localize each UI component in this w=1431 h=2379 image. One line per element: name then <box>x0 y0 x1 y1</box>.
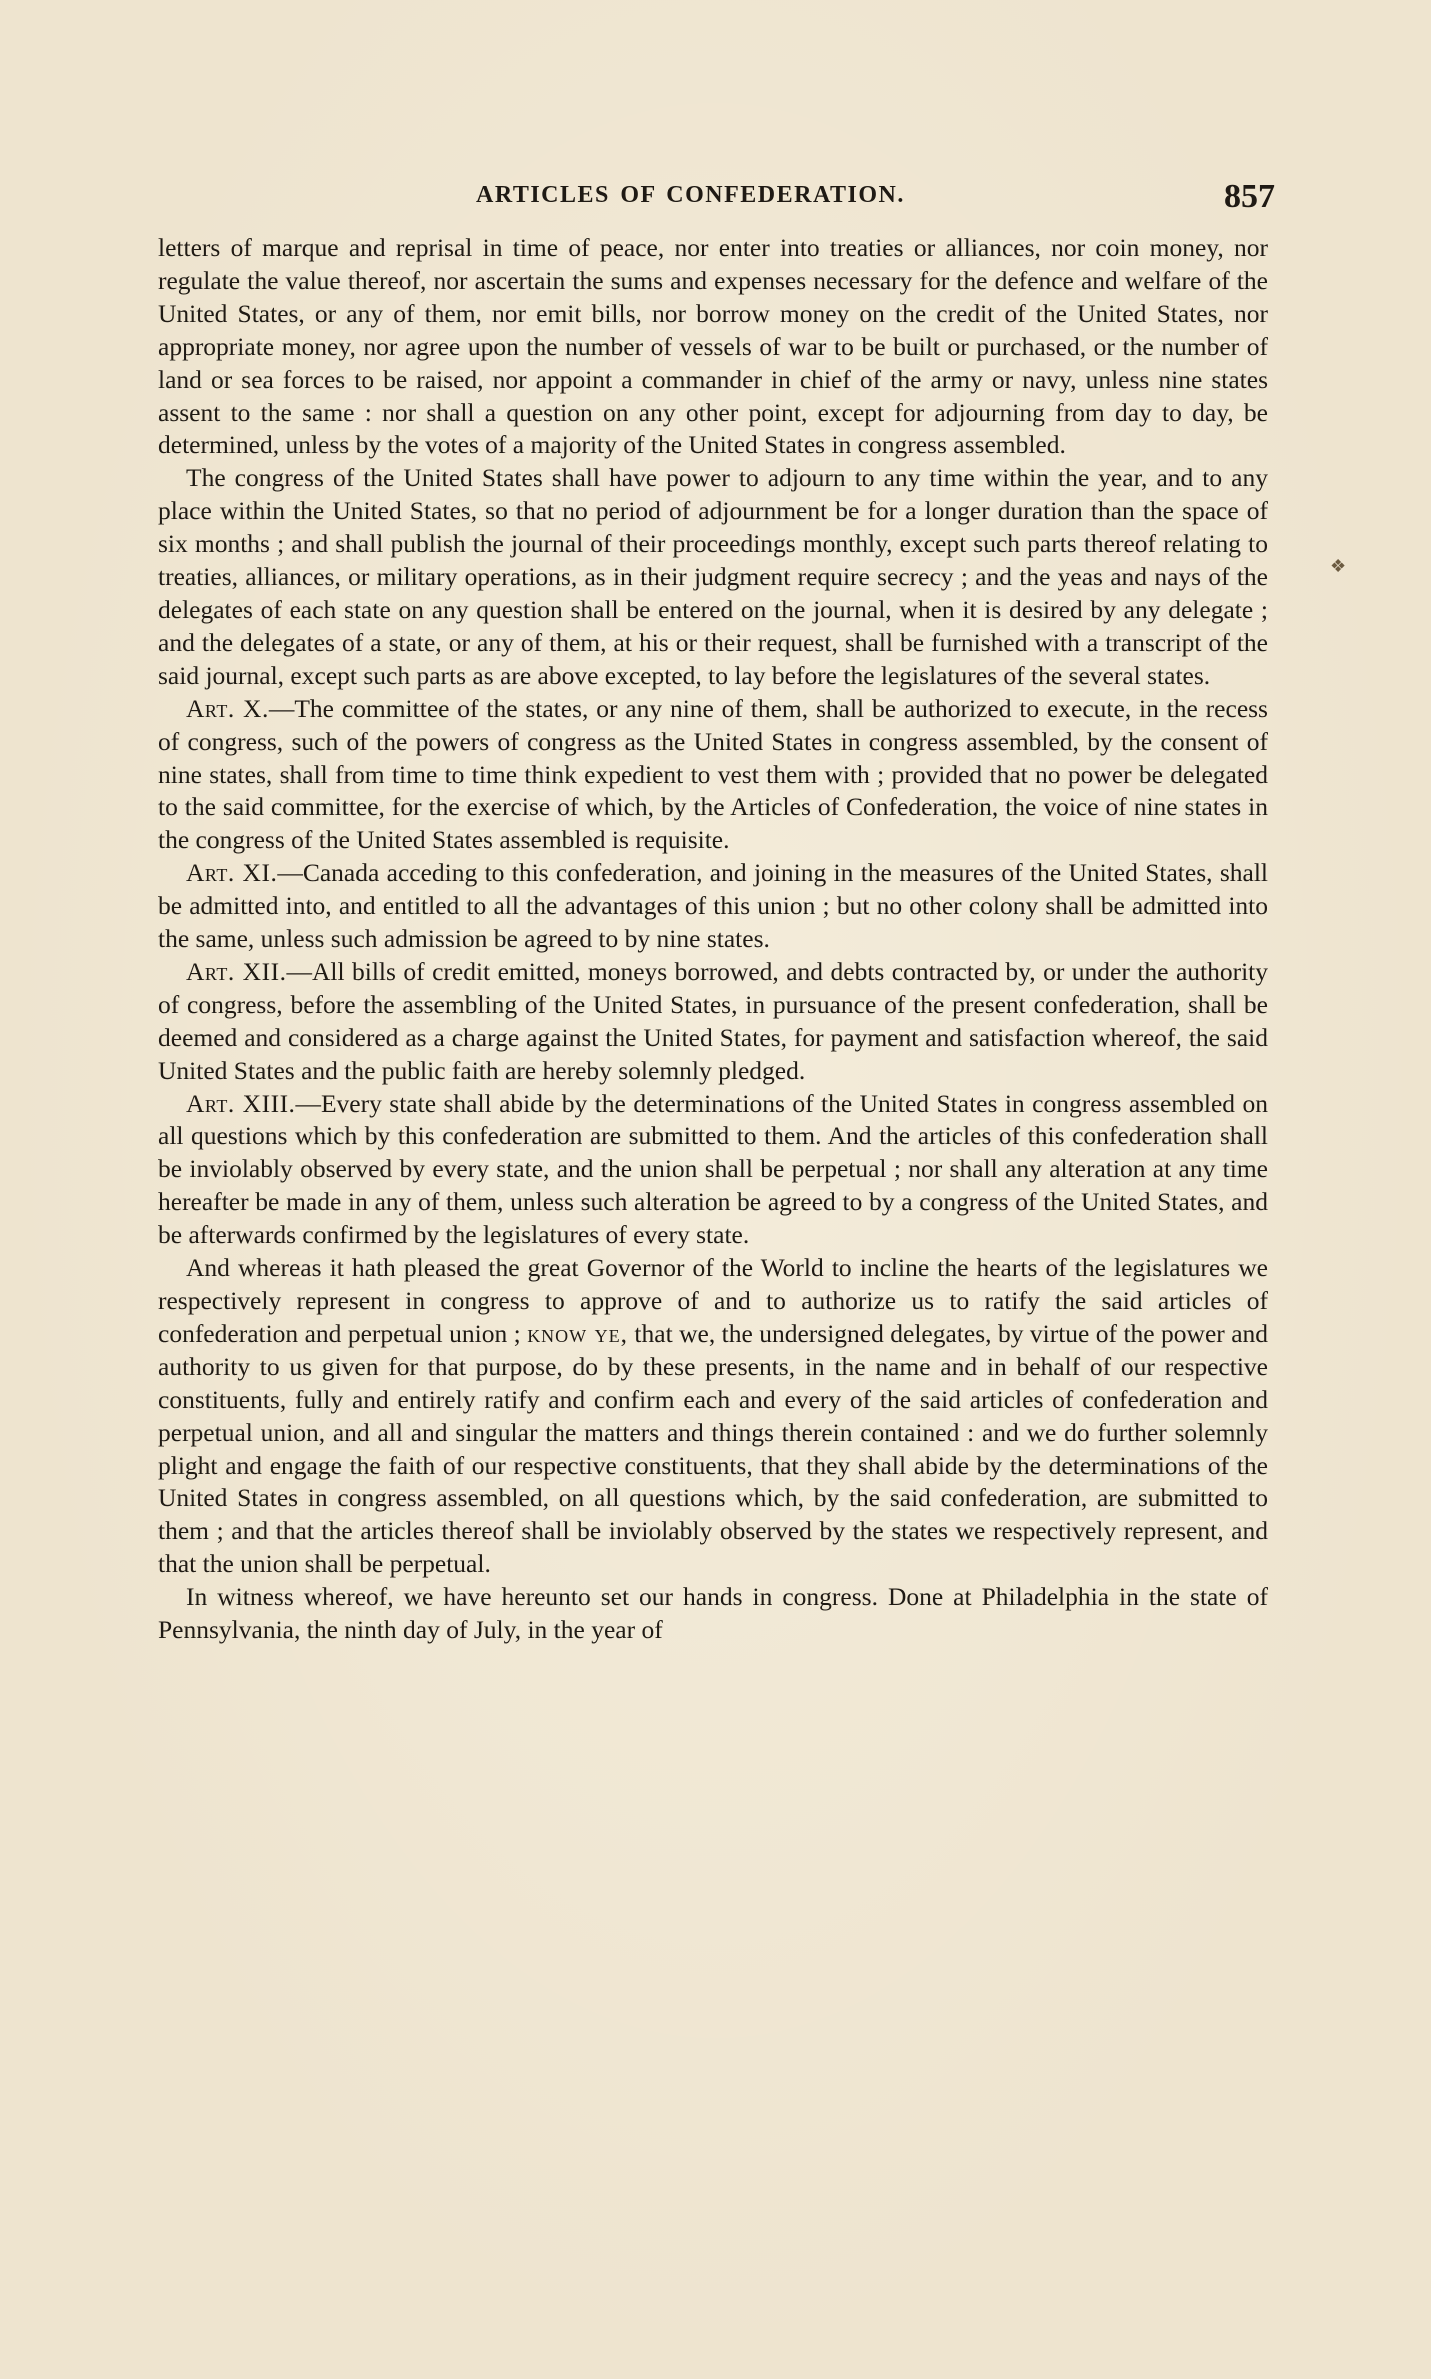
ratification-text-b: that we, the undersigned delegates, by virtue of the power and authority to us given for that purpose, do by these presents, in the name and in behalf of our respective constituents, fully and entirely ratify and confirm each and every of the said articles of confederation and perpetual union, and all and singular the matters and things therein contained : and we do further solemnly plight and engage the faith of our respective constituents, that they shall abide by the determinations of the United States in congress assembled, on all questions which, by the said confederation, are submitted to them ; and that the articles thereof shall be inviolably observed by the states we respectively represent, and that the union shall be perpetual. <box>158 1318 1269 1579</box>
page-number: 857 <box>1224 178 1275 215</box>
article-10-label: Art. X. <box>186 693 269 723</box>
print-speck-mark: ❖ <box>1330 556 1347 577</box>
article-13 <box>158 1088 1268 1253</box>
witness-paragraph: In witness whereof, we have hereunto set our hands in congress. Done at Philadelphia in the state of Pennsylvania, the ninth day of July, in the year of <box>158 1582 1268 1645</box>
paragraph-adjournment: The congress of the United States shall have power to adjourn to any time within the year, and to any place within the United States, so that no period of adjournment be for a longer duration than the space of six months ; and shall publish the journal of their proceedings monthly, except such parts thereof relating to treaties, alliances, or military operations, as in their judgment require secrecy ; and the yeas and nays of the delegates of each state on any question shall be entered on the journal, when it is desired by any delegate ; and the delegates of a state, or any of them, at his or their request, shall be furnished with a transcript of the said journal, except such parts as are above excepted, to lay before the legislatures of the several states. <box>158 463 1268 690</box>
paragraph-continuation: letters of marque and reprisal in time of peace, nor enter into treaties or alliances, nor coin money, nor regulate the value thereof, nor ascertain the sums and expenses necessary for the defence and welfare of the United States, or any of them, nor emit bills, nor borrow money on the credit of the United States, nor appropriate money, nor agree upon the number of vessels of war to be built or purchased, or the number of land or sea forces to be raised, nor appoint a commander in chief of the army or navy, unless nine states assent to the same : nor shall a question on any other point, except for adjourning from day to day, be determined, unless by the votes of a majority of the United States in congress assembled. <box>158 233 1268 460</box>
body-text <box>158 232 1268 1647</box>
article-11-label: Art. XI. <box>186 858 278 888</box>
article-12-label: Art. XII. <box>186 956 287 986</box>
ratification-paragraph <box>158 1252 1268 1581</box>
article-13-label: Art. XIII. <box>186 1088 296 1118</box>
know-ye: know ye, <box>527 1318 628 1348</box>
running-head <box>160 178 1275 218</box>
article-11-text: —Canada acceding to this confederation, and joining in the measures of the United States, shall be admitted into, and entitled to all the advantages of this union ; but no other colony shall be admitted into the same, unless such admission be agreed to by nine states. <box>158 858 1268 954</box>
running-title: ARTICLES OF CONFEDERATION. <box>476 182 905 208</box>
article-11 <box>158 857 1268 956</box>
article-10-text: —The committee of the states, or any nine of them, shall be authorized to execute, in the recess of congress, such of the powers of congress as the United States in congress assembled, by the consent of nine states, shall from time to time think expedient to vest them with ; provided that no power be delegated to the said committee, for the exercise of which, by the Articles of Confederation, the voice of nine states in the congress of the United States assembled is requisite. <box>158 693 1268 855</box>
article-13-text: —Every state shall abide by the determinations of the United States in congress assembled on all questions which by this confederation are submitted to them. And the articles of this confederation shall be inviolably observed by every state, and the union shall be perpetual ; nor shall any alteration at any time hereafter be made in any of them, unless such alteration be agreed to by a congress of the United States, and be afterwards confirmed by the legislatures of every state. <box>158 1088 1268 1250</box>
article-12-text: —All bills of credit emitted, moneys borrowed, and debts contracted by, or under the authority of congress, before the assembling of the United States, in pursuance of the present confederation, shall be deemed and considered as a charge against the United States, for payment and satisfaction whereof, the said United States and the public faith are hereby solemnly pledged. <box>158 956 1269 1085</box>
article-10 <box>158 693 1268 858</box>
article-12 <box>158 956 1268 1088</box>
ratification-text-a: And whereas it hath pleased the great Governor of the World to incline the hearts of the legislatures we respectively represent in congress to approve of and to authorize us to ratify the said articles of confederation and perpetual union ; <box>158 1253 1268 1348</box>
